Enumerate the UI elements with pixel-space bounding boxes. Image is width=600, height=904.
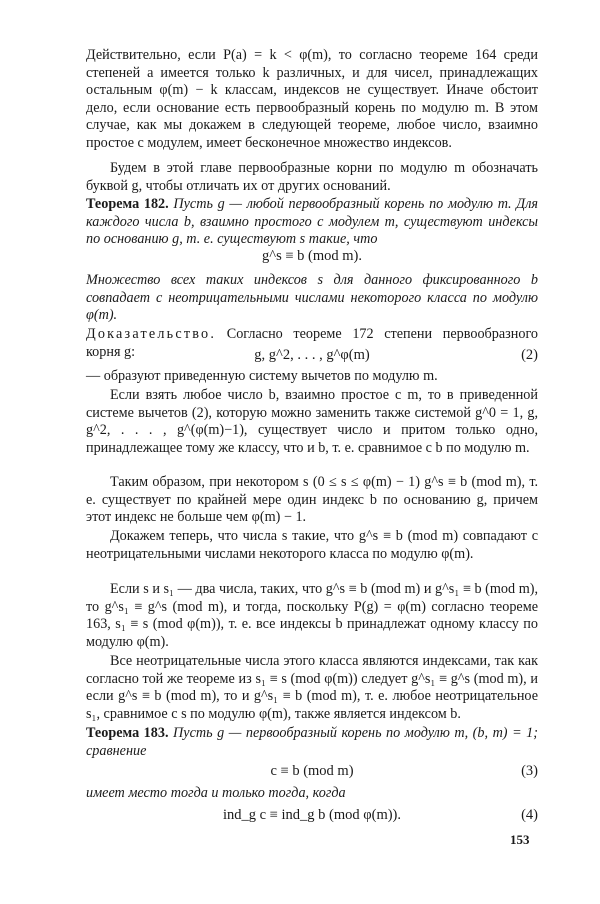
paragraph-text: Действительно, если P(a) = k < φ(m), то согласно теореме 164 среди степеней a имеется только k различных, и для чисел, принадлежащих остальным φ(m) − k классам, индексов не существует. Иначе обстоит дело, если основание есть первообразный корень по модулю m. В этом случае, как мы докажем в следующей теореме, любое число, взаимно простое с модулем, имеет бесконечное множество индексов. bbox=[86, 47, 538, 151]
paragraph-text: — образуют приведенную систему вычетов по модулю m. bbox=[86, 368, 438, 384]
theorem-183 bbox=[86, 725, 538, 760]
paragraph-exists-index bbox=[86, 474, 538, 527]
paragraph-text: Докажем теперь, что числа s такие, что g^s ≡ b (mod m) совпадают с неотрицательными числами некоторого класса по модулю φ(m). bbox=[86, 528, 538, 562]
equation-text: c ≡ b (mod m) bbox=[270, 763, 354, 779]
proof-label: Доказательство. bbox=[86, 326, 217, 342]
paragraph-text: Таким образом, при некотором s (0 ≤ s ≤ φ(m) − 1) g^s ≡ b (mod m), т. е. существует по крайней мере один индекс b по основанию g, причем этот индекс не больше чем φ(m) − 1. bbox=[86, 474, 538, 526]
paragraph-text: Если взять любое число b, взаимно простое с m, то в приведенной системе вычетов (2), которую можно заменить также системой g^0 = 1, g, g^2, . . . , g^(φ(m)−1), существует число и притом только одно, принадлежащее тому же классу, что и b, т. е. сравнимое с b по модулю m. bbox=[86, 387, 538, 456]
paragraph-text: Будем в этой главе первообразные корни по модулю m обозначать буквой g, чтобы отличать их от других оснований. bbox=[86, 160, 538, 194]
equation-text: g^s ≡ b (mod m). bbox=[262, 248, 362, 264]
theorem-statement: Пусть g — первообразный корень по модулю m, (b, m) = 1; сравнение bbox=[86, 725, 538, 759]
paragraph-text: имеет место тогда и только тогда, когда bbox=[86, 785, 346, 801]
equation-text: g, g^2, . . . , g^φ(m) bbox=[254, 347, 370, 363]
paragraph-intro bbox=[86, 47, 538, 153]
equation-number: (2) bbox=[521, 347, 538, 363]
equation-number: (3) bbox=[521, 763, 538, 779]
paragraph-all-nonneg bbox=[86, 653, 538, 723]
paragraph-notation bbox=[86, 160, 538, 195]
page-number: 153 bbox=[510, 832, 530, 847]
paragraph-reduced-system bbox=[86, 368, 538, 386]
equation-text: ind_g c ≡ ind_g b (mod φ(m)). bbox=[222, 807, 402, 823]
equation-3 bbox=[86, 762, 538, 780]
paragraph-text: Если s и s₁ — два числа, таких, что g^s ≡ b (mod m) и g^s₁ ≡ b (mod m), то g^s₁ ≡ g^s (mod m), и тогда, поскольку P(g) = φ(m) согласно теореме 163, s₁ ≡ s (mod φ(m)), т. е. все индексы b принадлежат одному классу по модулю φ(m). bbox=[86, 581, 538, 650]
theorem-statement: Пусть g — любой первообразный корень по модулю m. Для каждого числа b, взаимно простого с модулем m, существуют индексы по основанию g, т. е. существуют s такие, что bbox=[86, 196, 538, 248]
theorem-label: Теорема 183. bbox=[86, 725, 169, 741]
proof-text: Согласно теореме 172 степени первообразного корня g: bbox=[86, 326, 539, 360]
paragraph-text: Множество всех таких индексов s для данного фиксированного b совпадает с неотрицательными числами некоторого класса по модулю φ(m). bbox=[86, 272, 538, 324]
equation-2 bbox=[86, 346, 538, 364]
paragraph-text: Все неотрицательные числа этого класса являются индексами, так как согласно той же теореме из s₁ ≡ s (mod φ(m)) следует g^s₁ ≡ g^s (mod m), и если g^s ≡ b (mod m), то и g^s₁ ≡ b (mod m), т. е. любое неотрицательное s₁, сравнимое с s по модулю φ(m), также является индексом b. bbox=[86, 653, 538, 722]
equation-4 bbox=[86, 806, 538, 824]
paragraph-index-set bbox=[86, 272, 538, 325]
paragraph-two-indices bbox=[86, 581, 538, 651]
paragraph-iff bbox=[86, 785, 538, 803]
theorem-label: Теорема 182. bbox=[86, 196, 169, 212]
paragraph-prove bbox=[86, 528, 538, 563]
equation-gs bbox=[86, 247, 538, 265]
theorem-182 bbox=[86, 196, 538, 249]
equation-number: (4) bbox=[521, 807, 538, 823]
paragraph-residue bbox=[86, 387, 538, 457]
